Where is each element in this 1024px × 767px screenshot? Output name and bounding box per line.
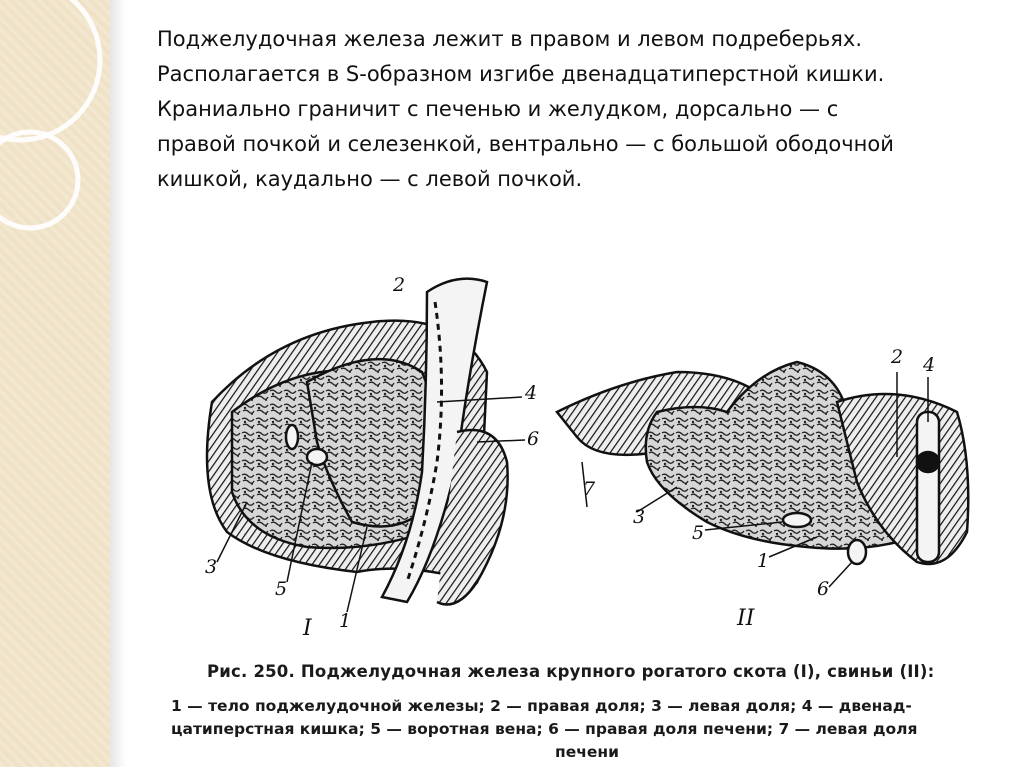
label-right-2: 2 — [891, 346, 904, 368]
label-left-6: 6 — [527, 428, 540, 450]
label-right-5: 5 — [692, 522, 705, 544]
label-right-3: 3 — [633, 506, 646, 528]
label-left-1: 1 — [339, 610, 352, 632]
slide-paragraph: Поджелудочная железа лежит в правом и левом подреберьях. Располагается в S-образном изгибе двенадцатиперстной кишки. Краниально граничит с печенью и желудком, дорсально — с правой почкой и селезенкой, вентрально — с большой ободочной кишкой, каудально — с левой почкой. — [157, 27, 894, 191]
label-left-3: 3 — [205, 556, 218, 578]
label-left-2: 2 — [393, 274, 406, 296]
label-left-roman: I — [303, 616, 312, 641]
legend-line-2: цатиперстная кишка; 5 — воротная вена; 6 — правая доля печени; 7 — левая доля — [171, 720, 918, 738]
legend-line-1: 1 — тело поджелудочной железы; 2 — правая доля; 3 — левая доля; 4 — двенад- — [171, 697, 912, 715]
pancreas-illustration — [157, 262, 1001, 662]
decorative-rings — [0, 0, 140, 260]
figure-legend — [171, 695, 1001, 764]
label-right-roman: II — [737, 606, 755, 631]
label-left-4: 4 — [525, 382, 538, 404]
label-right-7: 7 — [583, 478, 596, 500]
label-right-1: 1 — [757, 550, 770, 572]
label-right-6: 6 — [817, 578, 830, 600]
anatomy-figure — [157, 262, 1001, 767]
figure-caption-title: Рис. 250. Поджелудочная железа крупного рогатого скота (I), свиньи (II): — [207, 662, 935, 681]
legend-line-3: печени — [555, 743, 619, 761]
left-drawing-cattle — [207, 279, 525, 612]
label-right-4: 4 — [923, 354, 936, 376]
label-left-5: 5 — [275, 578, 288, 600]
